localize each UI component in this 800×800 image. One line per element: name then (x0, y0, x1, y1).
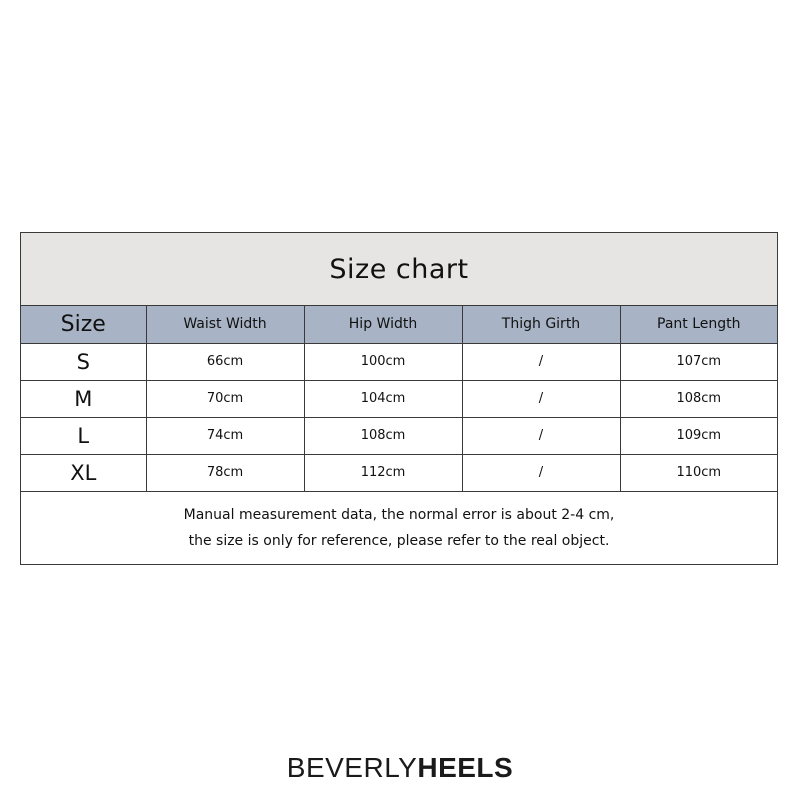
table-row (21, 343, 777, 380)
thigh-cell: / (462, 380, 620, 417)
waist-cell: 70cm (146, 380, 304, 417)
table-row (21, 417, 777, 454)
pant-cell: 109cm (620, 417, 777, 454)
header-waist-width: Waist Width (146, 306, 304, 343)
table-row (21, 454, 777, 491)
brand-logo-light: BEVERLY (286, 752, 418, 783)
size-cell: L (21, 417, 146, 454)
pant-cell: 107cm (620, 343, 777, 380)
chart-title: Size chart (21, 233, 777, 306)
brand-logo (0, 752, 800, 784)
waist-cell: 66cm (146, 343, 304, 380)
header-row (21, 306, 777, 343)
size-table (21, 306, 777, 492)
size-chart-table (20, 232, 778, 565)
hip-cell: 104cm (304, 380, 462, 417)
header-size: Size (21, 306, 146, 343)
thigh-cell: / (462, 454, 620, 491)
size-cell: M (21, 380, 146, 417)
header-pant-length: Pant Length (620, 306, 777, 343)
thigh-cell: / (462, 343, 620, 380)
waist-cell: 78cm (146, 454, 304, 491)
brand-logo-bold: HEELS (417, 752, 514, 783)
note-line-1: Manual measurement data, the normal error is about 2-4 cm, (183, 506, 615, 523)
thigh-cell: / (462, 417, 620, 454)
size-cell: XL (21, 454, 146, 491)
table-row (21, 380, 777, 417)
measurement-note (21, 492, 777, 564)
header-thigh-girth: Thigh Girth (462, 306, 620, 343)
header-hip-width: Hip Width (304, 306, 462, 343)
pant-cell: 110cm (620, 454, 777, 491)
hip-cell: 112cm (304, 454, 462, 491)
note-line-2: the size is only for reference, please refer to the real object. (188, 532, 610, 549)
hip-cell: 100cm (304, 343, 462, 380)
pant-cell: 108cm (620, 380, 777, 417)
size-cell: S (21, 343, 146, 380)
waist-cell: 74cm (146, 417, 304, 454)
hip-cell: 108cm (304, 417, 462, 454)
